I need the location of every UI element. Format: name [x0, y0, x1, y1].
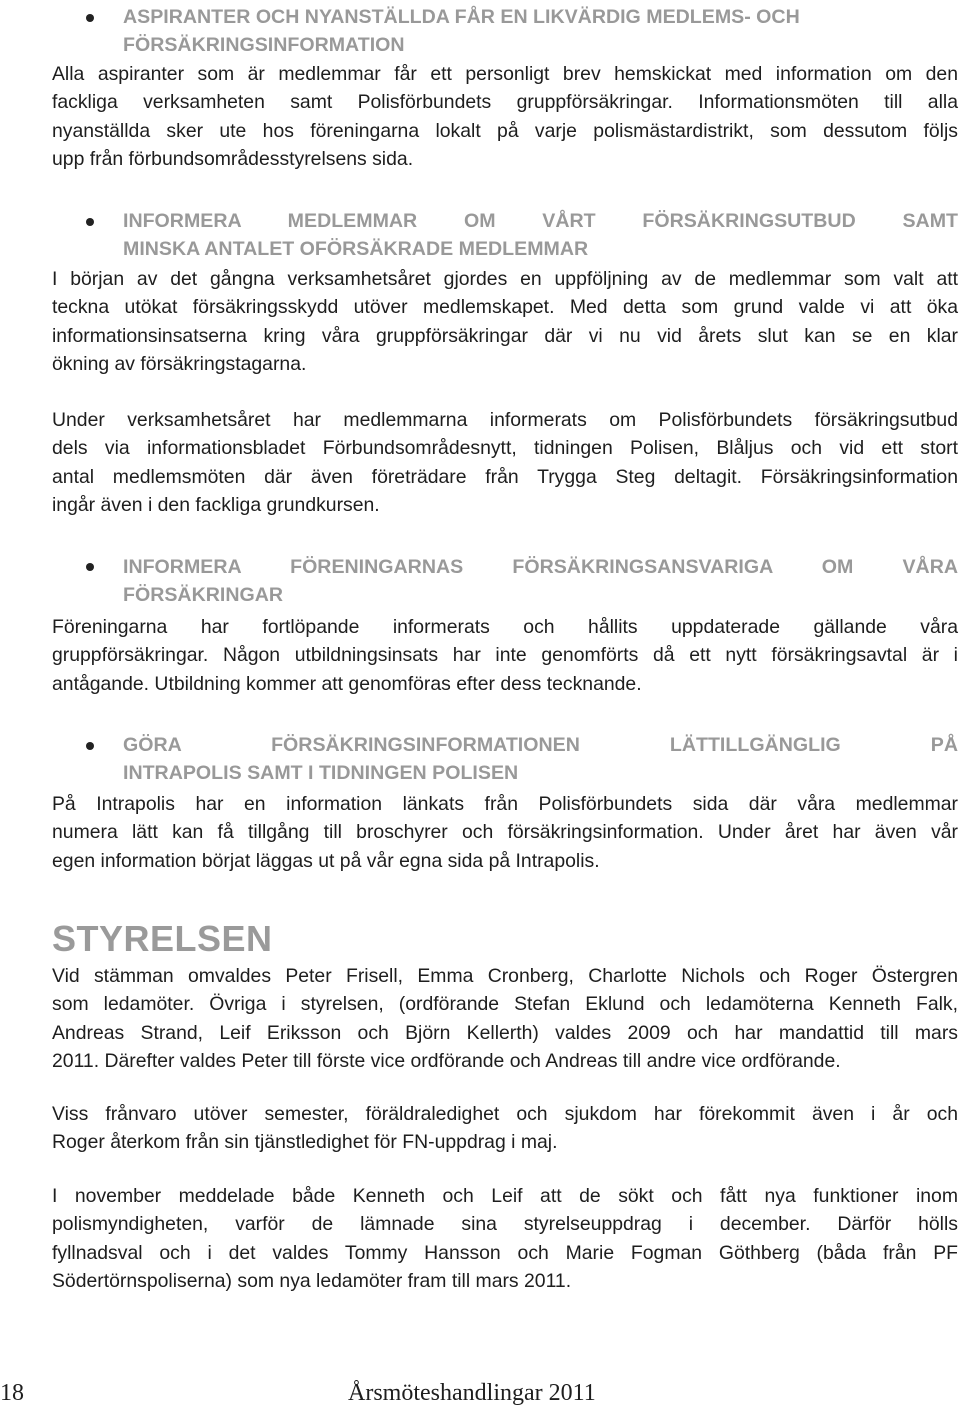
section4-body: [52, 790, 958, 875]
text-line: fyllnadsval och i det valdes Tommy Hansson och Marie Fogman Göthberg (båda från PF: [52, 1241, 958, 1264]
styrelsen-paragraph-1: [52, 962, 958, 1076]
text-line: ökning av försäkringstagarna.: [52, 353, 307, 376]
heading-line: GÖRA FÖRSÄKRINGSINFORMATIONEN LÄTTILLGÄNGLIG PÅ: [123, 734, 958, 756]
bullet-icon: [86, 563, 94, 571]
text-line: I början av det gångna verksamhetsåret gjordes en uppföljning av de medlemmar som valt att: [52, 268, 958, 290]
text-line: Södertörnspoliserna) som nya ledamöter fram till mars 2011.: [52, 1270, 572, 1293]
text-line: teckna utökat försäkringsskydd utöver medlemskapet. Med detta som grund valde vi att öka: [52, 296, 958, 319]
section3-heading: [123, 553, 958, 610]
styrelsen-paragraph-2: [52, 1100, 958, 1157]
heading-line: INTRAPOLIS SAMT I TIDNINGEN POLISEN: [123, 762, 519, 785]
heading-line: ASPIRANTER OCH NYANSTÄLLDA FÅR EN LIKVÄRDIG MEDLEMS- OCH: [123, 6, 800, 28]
section1-heading: [123, 3, 958, 60]
text-line: antal medlemsmöten där även företrädare från Trygga Steg deltagit. Försäkringsinformation: [52, 465, 958, 488]
text-line: Andreas Strand, Leif Eriksson och Björn Kellerth) valdes 2009 och har mandattid till mars: [52, 1021, 958, 1044]
text-line: På Intrapolis har en information länkats från Polisförbundets sida där våra medlemmar: [52, 793, 958, 815]
text-line: ingår även i den fackliga grundkursen.: [52, 494, 380, 517]
page-number: 18: [0, 1380, 24, 1406]
text-line: Vid stämman omvaldes Peter Frisell, Emma Cronberg, Charlotte Nichols och Roger Östergren: [52, 965, 958, 987]
text-line: Roger återkom från sin tjänstledighet för FN-uppdrag i maj.: [52, 1131, 558, 1154]
heading-line: INFORMERA MEDLEMMAR OM VÅRT FÖRSÄKRINGSUTBUD SAMT: [123, 210, 958, 232]
text-line: upp från förbundsområdesstyrelsens sida.: [52, 148, 414, 171]
text-line: Föreningarna har fortlöpande informerats och hållits uppdaterade gällande våra: [52, 616, 958, 638]
text-line: numera lätt kan få tillgång till broschyrer och försäkringsinformation. Under året har även vår: [52, 821, 958, 844]
text-line: nyanställda sker ute hos föreningarna lokalt på varje polismästardistrikt, som dessutom följs: [52, 119, 958, 142]
section2-body2: [52, 406, 958, 520]
text-line: 2011. Därefter valdes Peter till förste vice ordförande och Andreas till andre vice ordförande.: [52, 1050, 841, 1073]
bullet-icon: [86, 742, 94, 750]
styrelsen-paragraph-3: [52, 1182, 958, 1296]
section2-body: [52, 265, 958, 379]
bullet-icon: [86, 218, 94, 226]
heading-line: FÖRSÄKRINGSINFORMATION: [123, 34, 405, 57]
text-line: fackliga verksamheten samt Polisförbundets gruppförsäkringar. Informationsmöten till alla: [52, 91, 958, 114]
text-line: Viss frånvaro utöver semester, föräldraledighet och sjukdom har förekommit även i år och: [52, 1103, 958, 1125]
section4-heading: [123, 731, 958, 788]
text-line: polismyndigheten, varför de lämnade sina styrelseuppdrag i december. Därför hölls: [52, 1213, 958, 1236]
text-line: egen information börjat läggas ut på vår egna sida på Intrapolis.: [52, 849, 600, 872]
text-line: I november meddelade både Kenneth och Leif att de sökt och fått nya funktioner inom: [52, 1185, 958, 1207]
section-title: STYRELSEN: [52, 918, 273, 959]
section3-body: [52, 613, 958, 698]
section1-body: [52, 60, 958, 174]
text-line: som ledamöter. Övriga i styrelsen, (ordförande Stefan Eklund och ledamöterna Kenneth Falk,: [52, 993, 958, 1016]
text-line: gruppförsäkringar. Någon utbildningsinsats har inte genomförts då ett nytt försäkringsavtal är i: [52, 644, 958, 667]
footer-title: Årsmöteshandlingar 2011: [348, 1380, 596, 1406]
heading-line: MINSKA ANTALET OFÖRSÄKRADE MEDLEMMAR: [123, 238, 589, 261]
section2-heading: [123, 207, 958, 264]
heading-line: FÖRSÄKRINGAR: [123, 584, 284, 607]
text-line: Alla aspiranter som är medlemmar får ett personligt brev hemskickat med information om den: [52, 63, 958, 85]
text-line: Under verksamhetsåret har medlemmarna informerats om Polisförbundets försäkringsutbud: [52, 409, 958, 431]
heading-line: INFORMERA FÖRENINGARNAS FÖRSÄKRINGSANSVARIGA OM VÅRA: [123, 556, 958, 578]
bullet-icon: [86, 14, 94, 22]
text-line: informationsinsatserna kring våra gruppförsäkringar där vi nu vid årets slut kan se en klar: [52, 324, 958, 347]
text-line: antågande. Utbildning kommer att genomföras efter dess tecknande.: [52, 672, 642, 695]
text-line: dels via informationsbladet Förbundsområdesnytt, tidningen Polisen, Blåljus och vid ett stort: [52, 437, 958, 460]
